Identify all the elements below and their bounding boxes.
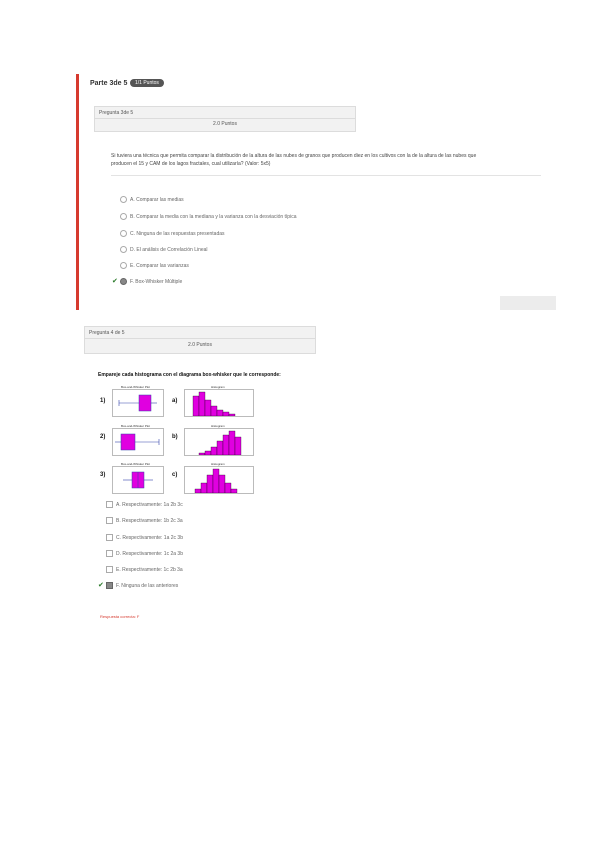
score-badge: 1/1 Puntos (130, 79, 164, 87)
option-d[interactable] (106, 550, 183, 558)
accent-bar (76, 74, 79, 310)
checkbox-icon[interactable] (106, 517, 113, 524)
scroll-shadow (500, 296, 556, 310)
radio-icon[interactable] (120, 230, 127, 237)
option-b[interactable] (120, 213, 296, 221)
radio-icon[interactable] (120, 278, 127, 285)
question-instruction: Empareje cada histograma con el diagrama box-whisker que le corresponde: (98, 372, 281, 378)
histogram-chart (184, 424, 254, 456)
option-label: E. Respectivamente: 1c 2b 3a (116, 567, 183, 573)
boxplot-chart (112, 424, 164, 456)
option-label: F. Ninguna de las anteriores (116, 583, 179, 589)
option-label: E. Comparar las varianzas (130, 263, 189, 269)
checkbox-icon[interactable] (106, 534, 113, 541)
option-label: D. El análisis de Correlación Lineal (130, 247, 208, 253)
question-3-panel (76, 74, 557, 310)
option-label: F. Box-Whisker Múltiple (130, 279, 183, 285)
chart-title: Box-and-Whisker Plot (121, 424, 151, 428)
radio-icon[interactable] (120, 213, 127, 220)
option-label: C. Respectivamente: 1a 2c 3b (116, 535, 183, 541)
chart-title: Box-and-Whisker Plot (121, 385, 151, 389)
checkbox-icon[interactable] (106, 501, 113, 508)
histogram-graphic (185, 429, 253, 455)
radio-icon[interactable] (120, 246, 127, 253)
boxplot-graphic (113, 429, 163, 455)
boxplot-graphic (113, 390, 163, 416)
histogram-graphic (185, 467, 253, 493)
option-label: A. Respectivamente: 1a 2b 3c (116, 502, 183, 508)
option-c[interactable] (106, 534, 183, 542)
check-icon: ✔ (98, 582, 104, 589)
box-label: 3) (100, 472, 106, 478)
option-label: B. Comparar la media con la mediana y la varianza con la desviación típica (130, 214, 297, 220)
part-title: Parte 3de 5 (90, 80, 128, 87)
question-number: Pregunta 3de 5 (99, 110, 134, 116)
option-e[interactable] (120, 262, 189, 270)
option-e[interactable] (106, 566, 183, 574)
option-label: C. Ninguna de las respuestas presentadas (130, 231, 225, 237)
feedback-text: Respuesta correcta: F (100, 614, 140, 619)
chart-title: Box-and-Whisker Plot (121, 462, 151, 466)
option-f[interactable] (120, 278, 182, 286)
radio-icon[interactable] (120, 196, 127, 203)
question-text (111, 152, 551, 168)
question-header (84, 326, 316, 354)
boxplot-chart (112, 462, 164, 494)
checkbox-icon[interactable] (106, 566, 113, 573)
question-4-panel (84, 324, 314, 620)
option-c[interactable] (120, 230, 225, 238)
question-points: 2.0 Puntos (188, 342, 212, 348)
question-text-line: Si tuviera una técnica que permita comparar la distribución de la altura de las nubes de granos que producen diez en los cultivos con la de la altura de las nubes que (111, 153, 477, 159)
histogram-graphic (185, 390, 253, 416)
hist-label: b) (172, 434, 178, 440)
checkbox-icon[interactable] (106, 582, 113, 589)
chart-title: Histogram (211, 424, 225, 428)
option-f[interactable] (106, 582, 178, 590)
box-label: 2) (100, 434, 106, 440)
chart-title: Histogram (211, 385, 225, 389)
option-b[interactable] (106, 517, 183, 525)
question-header (94, 106, 356, 132)
option-d[interactable] (120, 246, 208, 254)
option-label: A. Comparar las medias (130, 197, 184, 203)
option-label: B. Respectivamente: 1b 2c 3a (116, 518, 183, 524)
option-label: D. Respectivamente: 1c 2a 3b (116, 551, 183, 557)
check-icon: ✔ (112, 278, 118, 285)
question-number: Pregunta 4 de 5 (89, 330, 125, 336)
hist-label: c) (172, 472, 178, 478)
option-a[interactable] (120, 196, 184, 204)
divider (111, 175, 541, 176)
option-a[interactable] (106, 501, 183, 509)
chart-title: Histogram (211, 462, 225, 466)
checkbox-icon[interactable] (106, 550, 113, 557)
hist-label: a) (172, 398, 178, 404)
divider (95, 118, 355, 119)
box-label: 1) (100, 398, 106, 404)
boxplot-graphic (113, 467, 163, 493)
question-points: 2.0 Puntos (213, 121, 237, 127)
boxplot-chart (112, 385, 164, 417)
radio-icon[interactable] (120, 262, 127, 269)
histogram-chart (184, 462, 254, 494)
divider (85, 338, 315, 339)
question-text-line: producen el 15 y CAM de los lagos fractales, cual utilizaría? (Valor: 5x5) (111, 161, 271, 167)
histogram-chart (184, 385, 254, 417)
